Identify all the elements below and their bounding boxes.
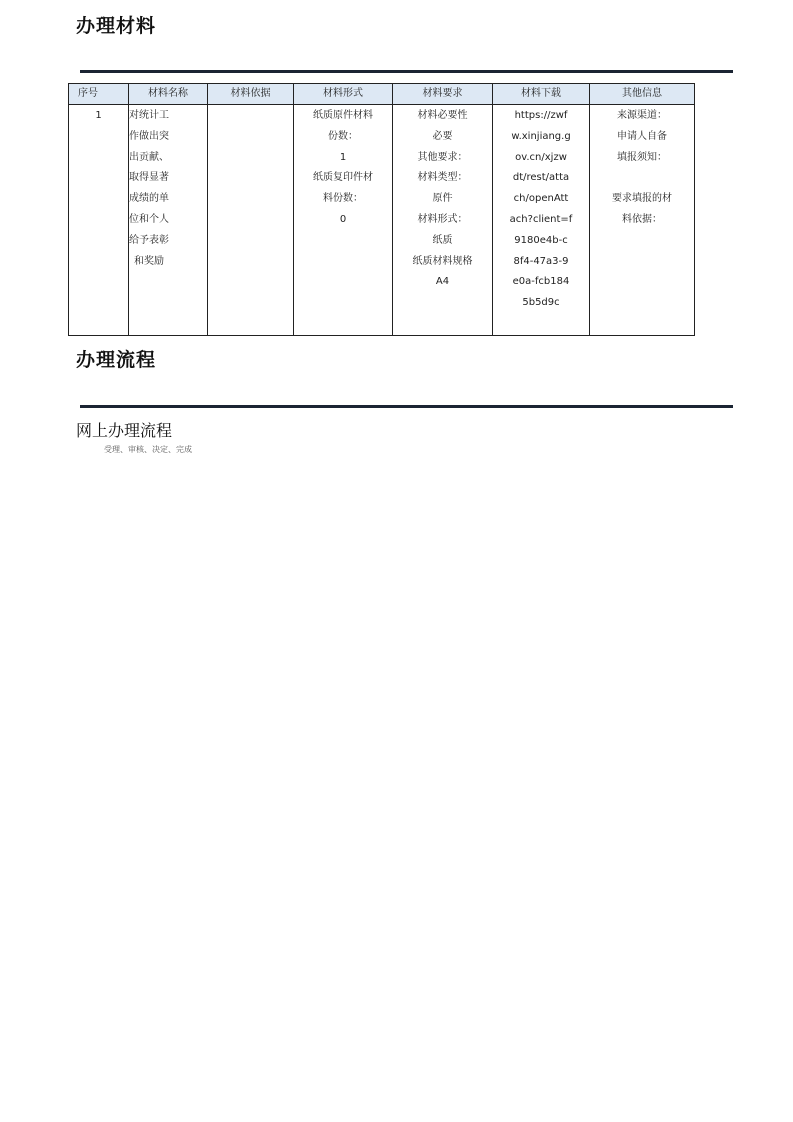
download-link-line[interactable]: w.xinjiang.g [511,130,571,142]
header-form: 材料形式 [294,84,393,105]
name-line: 作做出突 [129,130,169,142]
req-line: 材料必要性 [417,110,468,121]
cell-basis [208,105,294,336]
form-line: 料份数： [323,193,363,205]
materials-divider [80,70,733,73]
req-line: 材料类型： [417,172,468,184]
req-line: 其他要求： [417,151,468,163]
cell-index [69,105,129,336]
header-download: 材料下载 [493,84,590,105]
process-divider [80,405,733,408]
process-steps: 受理、审核、决定、完成 [104,445,192,454]
download-link-line[interactable]: ch/openAtt [513,193,569,205]
name-line: 给予表彰 [129,234,169,246]
header-basis: 材料依据 [208,84,294,105]
form-line: 份数： [328,130,358,142]
download-link-line[interactable]: https://zwf [514,110,568,121]
download-link-line[interactable]: 8f4-47a3-9 [513,255,569,267]
name-line: 位和个人 [129,213,169,225]
other-line [590,168,694,189]
other-line: 料依据： [622,213,662,225]
index-value: 1 [95,110,102,121]
header-index: 序号 [69,84,129,105]
table-row [69,105,695,336]
name-line: 和奖励 [134,255,164,267]
req-line: 原件 [432,193,453,205]
download-link-line[interactable]: 9180e4b-c [514,234,568,246]
req-line: 必要 [432,130,453,142]
req-line: 纸质 [432,234,453,246]
materials-table [68,83,695,336]
name-line: 对统计工 [129,110,169,121]
cell-form [294,105,393,336]
req-line: 纸质材料规格 [412,255,473,267]
header-name: 材料名称 [129,84,208,105]
header-other: 其他信息 [590,84,695,105]
form-line: 纸质原件材料 [313,110,373,121]
other-line: 申请人自备 [617,130,667,142]
process-section-title: 办理流程 [76,349,157,371]
online-process-title: 网上办理流程 [76,421,173,440]
download-link-line[interactable]: e0a-fcb184 [512,276,570,288]
req-line: 材料形式： [417,213,468,225]
other-line: 要求填报的材 [612,193,672,205]
cell-download[interactable] [493,105,590,336]
download-link-line[interactable]: 5b5d9c [522,297,560,309]
form-line: 1 [339,151,347,163]
other-line: 填报须知： [617,151,667,163]
req-line: A4 [435,276,450,288]
name-line: 成绩的单 [129,193,169,205]
form-line: 0 [339,213,347,225]
download-link-line[interactable]: ov.cn/xjzw [515,151,567,163]
header-requirement: 材料要求 [393,84,493,105]
download-link-line[interactable]: ach?client=f [509,213,573,225]
name-line: 出贡献、 [129,151,169,163]
table-header-row [69,84,695,105]
name-line: 取得显著 [129,172,169,184]
download-link-line[interactable]: dt/rest/atta [512,172,570,184]
cell-other [590,105,695,336]
other-line: 来源渠道： [617,110,667,121]
form-line: 纸质复印件材 [313,172,373,184]
cell-name [129,105,208,336]
cell-requirement [393,105,493,336]
materials-section-title: 办理材料 [76,15,157,37]
